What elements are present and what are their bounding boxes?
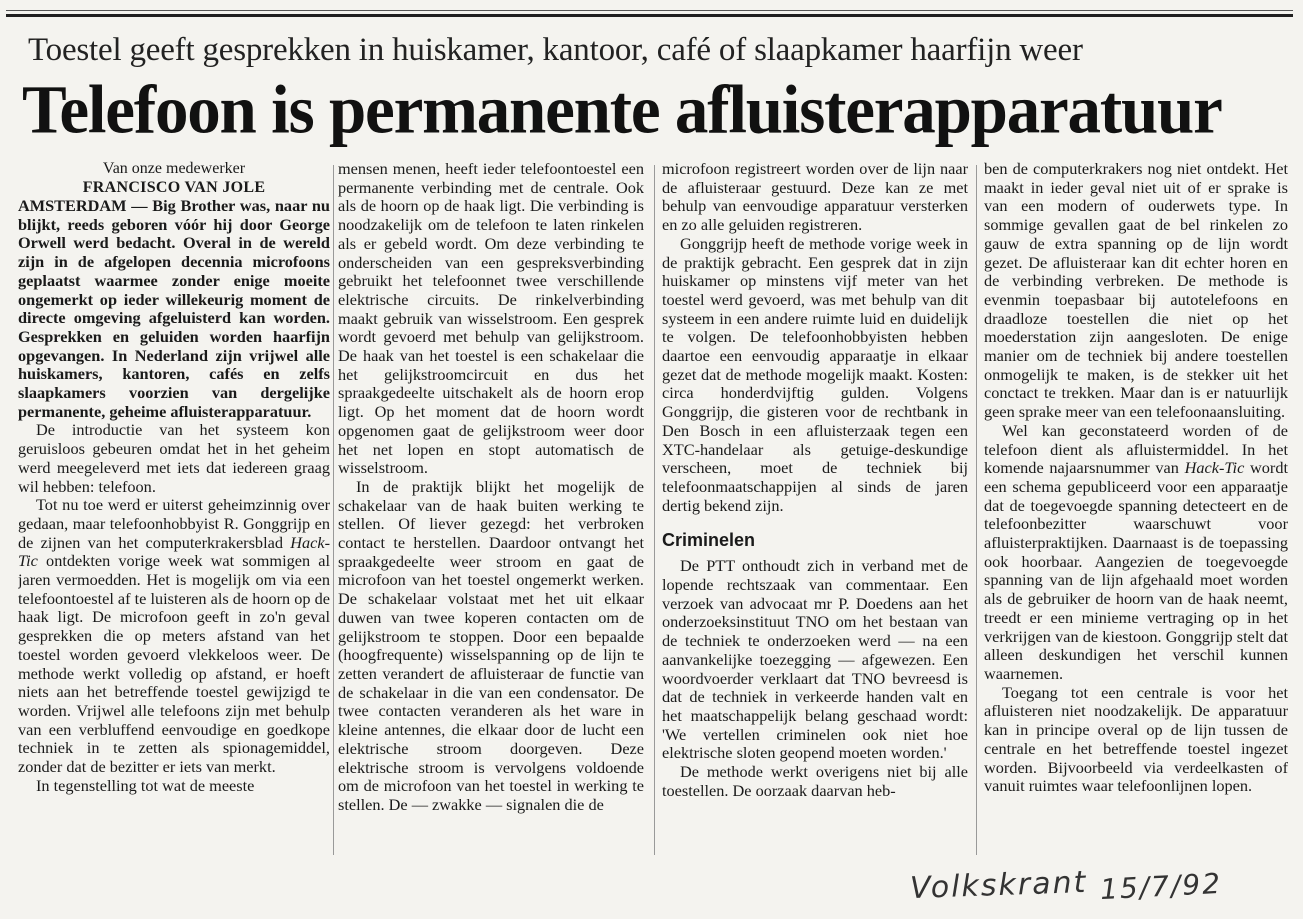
crosshead: Criminelen (662, 530, 756, 551)
byline-prefix: Van onze medewerker (102, 160, 246, 177)
paragraph (984, 422, 1288, 684)
paragraph-text: ontdekten vorige week wat sommigen al jaren vermoedden. Het is mogelijk om via een telefoontoestel af te luisteren als de hoorn op de haak ligt. De microfoon geeft in zo'n geval gesprekken die op meters afstand van het toestel worden gevoerd vlekkeloos weer. De methode werkt volledig op afstand, er hoeft niets aan het betreffende toestel gewijzigd te worden. Vrijwel alle telefoons zijn met behulp van een verbluffend eenvoudige en goedkope techniek in te zetten als spionagemiddel, zonder dat de bezitter er iets van merkt. (18, 551, 330, 777)
column-1 (18, 160, 330, 860)
paragraph: De introductie van het systeem kon geruisloos gebeuren omdat het in het geheim werd meegeleverd met iets dat iedereen graag wil hebben: telefoon. (18, 420, 330, 496)
byline (18, 160, 330, 197)
top-thin-rule (6, 10, 1293, 11)
lead-paragraph: AMSTERDAM — Big Brother was, naar nu blijkt, reeds geboren vóór hij door George Orwell werd bedacht. Overal in de wereld zijn in de afgelopen decennia microfoons geplaatst waarmee zonder enige moeite ongemerkt op ieder willekeurig moment de directe omgeving afgeluisterd kan worden. Gesprekken en geluiden worden haarfijn opgevangen. In Nederland zijn vrijwel alle huiskamers, kantoren, cafés en zelfs slaapkamers voorzien van dergelijke permanente, geheime afluisterapparatuur. (18, 196, 330, 421)
article-subhead: Toestel geeft gesprekken in huiskamer, kantoor, café of slaapkamer haarfijn weer (28, 32, 1083, 68)
paragraph: Gonggrijp heeft de methode vorige week in de praktijk gebracht. Een gesprek dat in zijn huiskamer op minstens vijf meter van het toestel werd gevoerd, was met behulp van dit systeem in een andere ruimte luid en duidelijk te volgen. De telefoonhobbyisten hebben daartoe een eenvoudig apparaatje in elkaar gezet dat de methode mogelijk maakt. Kosten: circa honderdvijftig gulden. Volgens Gonggrijp, die gisteren voor de rechtbank in Den Bosch in een afluisterzaak tegen een XTC-handelaar als getuige-deskundige verscheen, moet de techniek bij telefoonmaatschappijen al sinds de jaren dertig bekend zijn. (662, 233, 968, 515)
paragraph: In tegenstelling tot wat de meeste (36, 775, 255, 795)
column-3 (662, 160, 968, 860)
handwritten-date: 15/7/92 (1099, 866, 1223, 907)
paragraph: De methode werkt overigens niet bij alle toestellen. De oorzaak daarvan heb- (662, 762, 968, 800)
column-divider (333, 165, 334, 855)
column-divider (654, 165, 655, 855)
magazine-name: Hack-Tic (18, 532, 330, 571)
paragraph: De PTT onthoudt zich in verband met de lopende rechtszaak van commentaar. Een verzoek van advocaat mr P. Doedens aan het onderzoeksinstituut TNO om het bestaan van de techniek te onderzoeken werd — na een aanvankelijke toezegging — afgewezen. Een woordvoerder verklaart dat TNO bevreesd is dat de techniek in verkeerde handen valt en het maatschappelijk belang geschaad wordt: 'We vertellen criminelen ook niet hoe elektrische sloten geopend moeten worden.' (662, 556, 968, 763)
paragraph: microfoon registreert worden over de lijn naar de afluisteraar gestuurd. Deze kan ze met behulp van eenvoudige apparatuur versterken en zo alle geluiden registreren. (662, 160, 968, 235)
paragraph-text: Tot nu toe werd er uiterst geheimzinnig over gedaan, maar telefoonhobbyist R. Gonggrijp en de zijnen van het computerkrakersblad (18, 495, 330, 552)
paragraph: ben de computerkrakers nog niet ontdekt. Het maakt in ieder geval niet uit of er sprake is van een modern of ouderwets type. In sommige gevallen gaat de bel rinkelen zo gauw de extra spanning op de lijn wordt gezet. De afluisteraar kan dit echter horen en de verbinding verbreken. De methode is evenmin toepasbaar bij autotelefoons en draadloze toestellen die niet op het moederstation zijn aangesloten. De enige manier om de techniek bij andere toestellen onmogelijk te maken, is de stekker uit het conctact te trekken. Maar dan is er natuurlijk geen sprake meer van een telefoonaansluiting. (984, 160, 1288, 422)
column-4 (984, 160, 1288, 860)
paragraph: mensen menen, heeft ieder telefoontoestel een permanente verbinding met de centrale. Ook als de hoorn op de haak ligt. Die verbinding is noodzakelijk om de telefoon te laten rinkelen als er gebeld wordt. Om deze verbinding te onderscheiden van een gespreksverbinding gebruikt het telefoonnet twee verschillende elektrische circuits. De rinkelverbinding maakt gebruik van wisselstroom. Een gesprek wordt gevoerd met behulp van gelijkstroom. De haak van het toestel is een schakelaar die het gelijkstroomcircuit en dus het spraakgedeelte uitschakelt als de hoorn erop ligt. Op het moment dat de hoorn wordt opgenomen gaat de gelijkstroom weer door het net lopen en stopt automatisch de wisselstroom. (338, 160, 644, 478)
handwritten-source: Volkskrant (909, 864, 1088, 907)
paragraph: In de praktijk blijkt het mogelijk de schakelaar van de haak buiten werking te stellen. Of liever gezegd: het verbroken contact te herstellen. Daardoor ontvangt het spraakgedeelte weer stroom en gaat de microfoon van het toestel ongemerkt werken. De schakelaar volstaat met het uit elkaar duwen van twee koperen contacten om de gelijkstroom te stoppen. Door een bepaalde (hoogfrequente) wisselspanning op de lijn te zetten verandert de afluisteraar de functie van de schakelaar in die van een condensator. De twee contacten veranderen als het ware in kleine antennes, die elkaar door de lucht een elektrische stroom doorgeven. Deze elektrische stroom is vervolgens voldoende om de microfoon van het toestel in werking te stellen. De — zwakke — signalen die de (338, 476, 644, 814)
top-rule (6, 14, 1293, 17)
magazine-name: Hack-Tic (1184, 458, 1245, 478)
paragraph: Toegang tot een centrale is voor het afluisteren niet noodzakelijk. De apparatuur kan in principe overal op de lijn tussen de centrale en het betreffende toestel ingezet worden. Bijvoorbeeld via verdeelkasten of vanuit ruimtes waar telefoonlijnen lopen. (984, 682, 1288, 796)
paragraph (18, 496, 330, 777)
article-headline: Telefoon is permanente afluisterapparatuur (22, 72, 1222, 148)
paragraph-text: Wel kan geconstateerd worden of de telefoon dient als afluistermiddel. In het komende najaarsnummer van (984, 420, 1288, 478)
column-2 (338, 160, 644, 860)
column-divider (976, 165, 977, 855)
paragraph-text: wordt een schema gepubliceerd voor een apparaatje dat de toegevoegde spanning detecteert en de telefoonbezitter waarschuwt voor afluisterpraktijken. Daarnaast is de toepassing ook hoorbaar. Aangezien de toegevoegde spanning van de lijn afgehaald moet worden als de gebruiker de hoorn van de haak neemt, treedt er een minieme vertraging op in het verkrijgen van de kiestoon. Gonggrijp stelt dat alleen deskundigen het verschil kunnen waarnemen. (984, 458, 1288, 683)
byline-author: FRANCISCO VAN JOLE (82, 178, 266, 196)
